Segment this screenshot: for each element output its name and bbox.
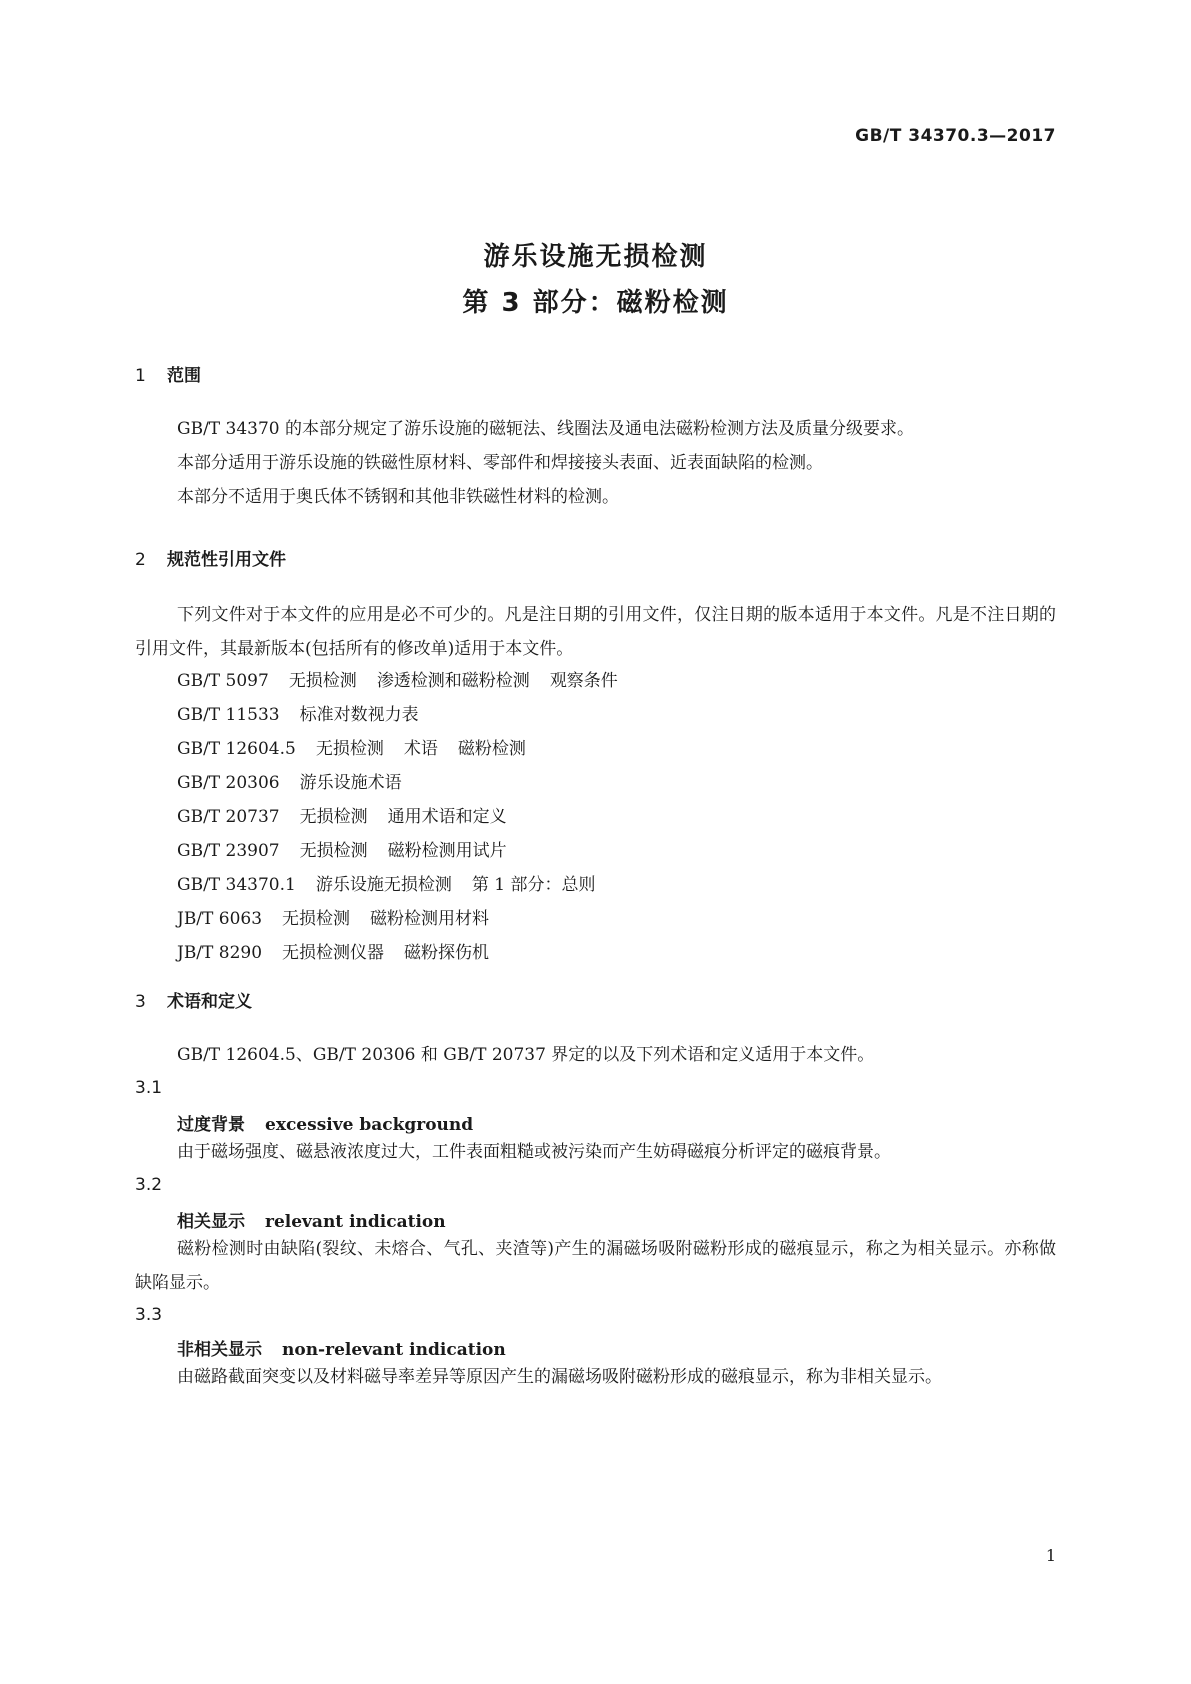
paragraph: 本部分适用于游乐设施的铁磁性原材料、零部件和焊接接头表面、近表面缺陷的检测。 (177, 453, 823, 473)
section-1-heading (135, 361, 201, 386)
paragraph: 本部分不适用于奥氏体不锈钢和其他非铁磁性材料的检测。 (177, 487, 619, 507)
reference-item: JB/T 6063 无损检测 磁粉检测用材料 (177, 909, 490, 929)
section-2-heading (135, 545, 286, 570)
section-number: 1 (135, 366, 146, 386)
term-name-en: non-relevant indication (282, 1340, 506, 1360)
term-definition (135, 1135, 1056, 1169)
reference-item: GB/T 20737 无损检测 通用术语和定义 (177, 807, 507, 827)
reference-item: GB/T 12604.5 无损检测 术语 磁粉检测 (177, 739, 526, 759)
standard-number: GB/T 34370.3—2017 (855, 126, 1056, 146)
paragraph: 磁粉检测时由缺陷(裂纹、未熔合、气孔、夹渣等)产生的漏磁场吸附磁粉形成的磁痕显示，称之为相关显示。亦称做缺陷显示。 (135, 1239, 1056, 1293)
term-name (177, 1335, 506, 1360)
page-number: 1 (1045, 1546, 1056, 1565)
normative-reference-list (177, 664, 638, 970)
section-number: 2 (135, 550, 146, 570)
document-title-line2: 第 3 部分：磁粉检测 (462, 288, 729, 318)
term-name-zh: 过度背景 (177, 1115, 245, 1135)
section-title: 术语和定义 (167, 992, 252, 1012)
section-3-heading (135, 987, 252, 1012)
reference-item: GB/T 11533 标准对数视力表 (177, 705, 419, 725)
document-title-line1: 游乐设施无损检测 (483, 242, 708, 272)
section-2-intro (135, 598, 1056, 666)
term-number: 3.2 (135, 1175, 163, 1195)
section-title: 规范性引用文件 (167, 550, 286, 570)
reference-item: GB/T 20306 游乐设施术语 (177, 773, 402, 793)
term-number: 3.1 (135, 1078, 163, 1098)
reference-item: GB/T 34370.1 游乐设施无损检测 第 1 部分：总则 (177, 875, 596, 895)
term-number: 3.3 (135, 1305, 163, 1325)
term-name-zh: 相关显示 (177, 1212, 245, 1232)
term-definition (135, 1232, 1056, 1300)
section-3-intro (135, 1038, 1056, 1072)
reference-item: GB/T 23907 无损检测 磁粉检测用试片 (177, 841, 507, 861)
reference-item: JB/T 8290 无损检测仪器 磁粉探伤机 (177, 943, 490, 963)
paragraph: 下列文件对于本文件的应用是必不可少的。凡是注日期的引用文件，仅注日期的版本适用于本文件。凡是不注日期的引用文件，其最新版本(包括所有的修改单)适用于本文件。 (135, 605, 1056, 659)
term-name-en: relevant indication (265, 1212, 446, 1232)
paragraph: GB/T 34370 的本部分规定了游乐设施的磁轭法、线圈法及通电法磁粉检测方法及质量分级要求。 (177, 419, 915, 439)
term-name (177, 1207, 446, 1232)
paragraph: GB/T 12604.5、GB/T 20306 和 GB/T 20737 界定的以及下列术语和定义适用于本文件。 (177, 1045, 875, 1065)
term-name (177, 1110, 473, 1135)
section-title: 范围 (167, 366, 201, 386)
term-definition (135, 1360, 1056, 1394)
section-1-body (135, 412, 1056, 514)
term-name-zh: 非相关显示 (177, 1340, 262, 1360)
reference-item: GB/T 5097 无损检测 渗透检测和磁粉检测 观察条件 (177, 671, 618, 691)
term-name-en: excessive background (265, 1115, 474, 1135)
paragraph: 由于磁场强度、磁悬液浓度过大，工件表面粗糙或被污染而产生妨碍磁痕分析评定的磁痕背景。 (177, 1142, 891, 1162)
paragraph: 由磁路截面突变以及材料磁导率差异等原因产生的漏磁场吸附磁粉形成的磁痕显示，称为非相关显示。 (177, 1367, 942, 1387)
section-number: 3 (135, 992, 146, 1012)
